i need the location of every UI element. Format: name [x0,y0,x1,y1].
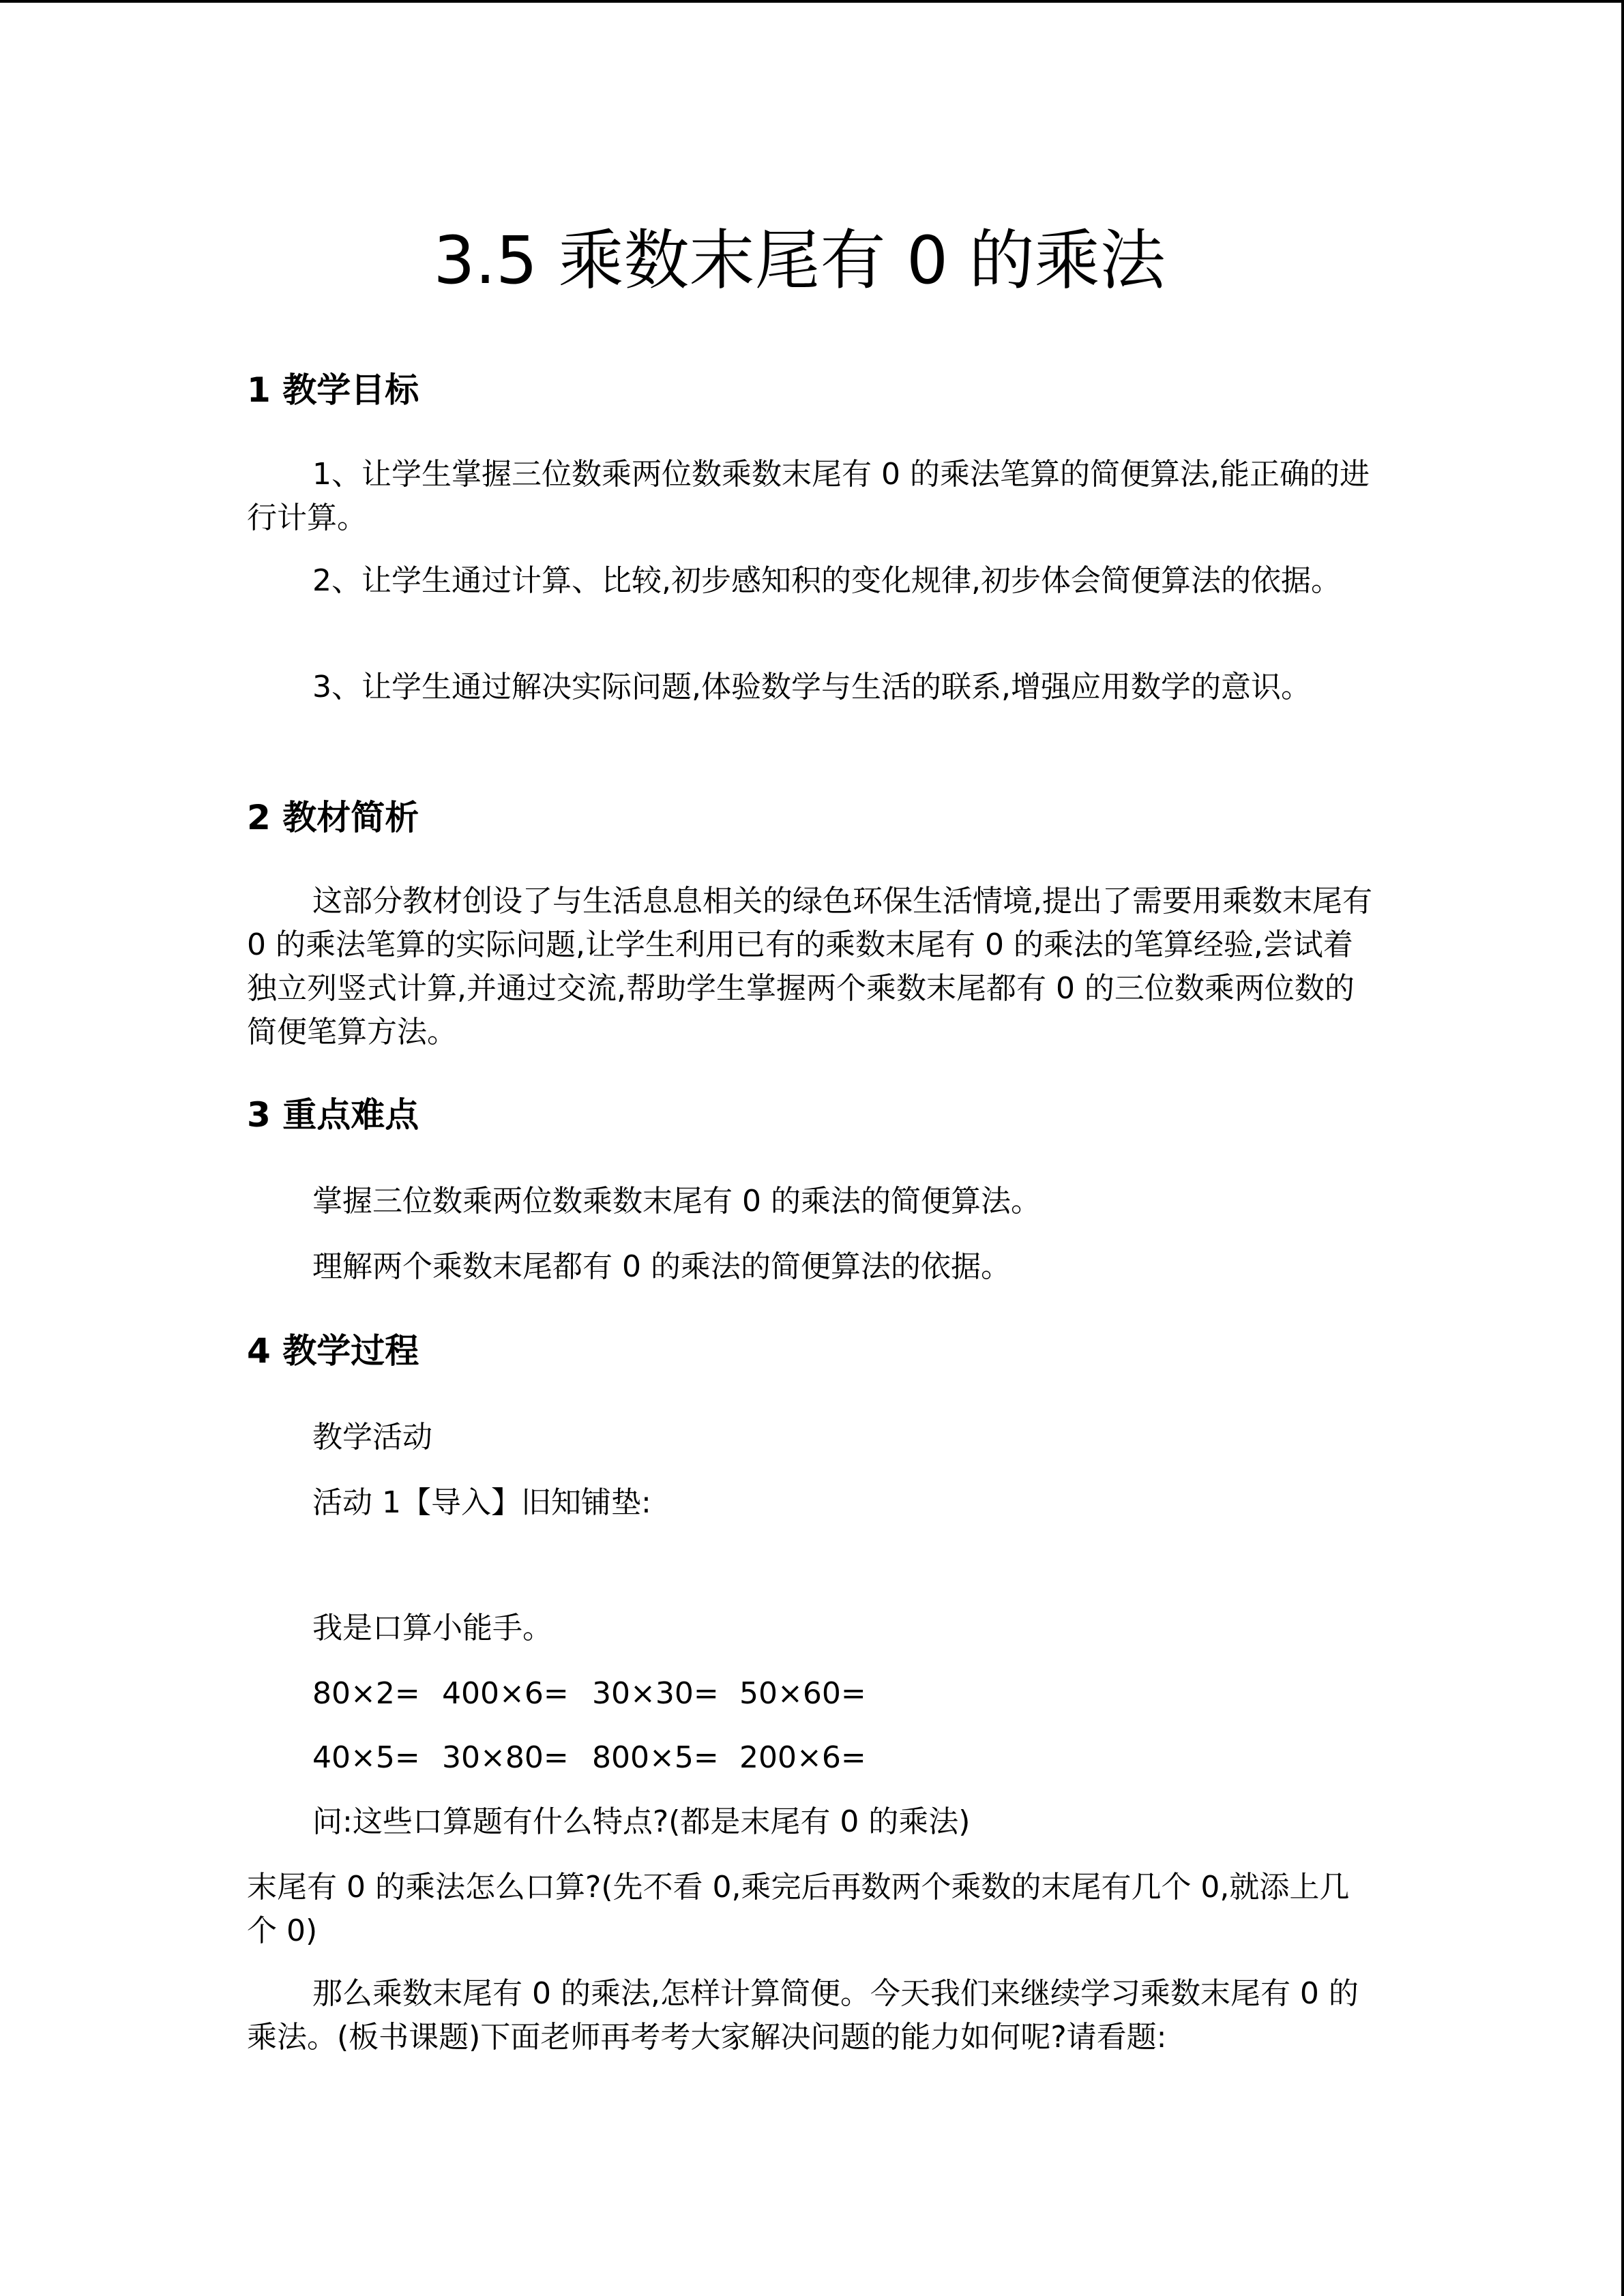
math-item: 800×5= [592,1740,719,1775]
math-row-1 [312,1672,876,1716]
goal-paragraph-2: 2、让学生通过计算、比较,初步感知积的变化规律,初步体会简便算法的依据。 [312,563,1341,598]
math-row-2 [312,1736,876,1780]
key-point-1: 掌握三位数乘两位数乘数末尾有 0 的乘法的简便算法。 [312,1184,1041,1219]
math-item: 30×80= [442,1740,569,1775]
section-heading-teaching-goals: 1 教学目标 [247,370,419,410]
math-item: 80×2= [312,1676,420,1711]
goal-paragraph-3: 3、让学生通过解决实际问题,体验数学与生活的联系,增强应用数学的意识。 [312,670,1311,704]
section-heading-material-analysis: 2 教材简析 [247,798,419,837]
key-point-2: 理解两个乘数末尾都有 0 的乘法的简便算法的依据。 [312,1249,1011,1284]
mental-math-intro: 我是口算小能手。 [312,1611,552,1645]
goal-paragraph-1: 1、让学生掌握三位数乘两位数乘数末尾有 0 的乘法笔算的简便算法,能正确的进行计算。 [247,457,1370,535]
math-item: 400×6= [442,1676,569,1711]
math-item: 40×5= [312,1740,420,1775]
activity-label: 教学活动 [312,1420,432,1455]
process-paragraph-2: 那么乘数末尾有 0 的乘法,怎样计算简便。今天我们来继续学习乘数末尾有 0 的乘法。(板书课题)下面老师再考考大家解决问题的能力如何呢?请看题: [247,1976,1359,2055]
process-paragraph-1: 末尾有 0 的乘法怎么口算?(先不看 0,乘完后再数两个乘数的末尾有几个 0,就添上几个 0) [247,1870,1350,1948]
math-item: 30×30= [592,1676,719,1711]
math-item: 200×6= [739,1740,866,1775]
section-heading-key-points: 3 重点难点 [247,1095,419,1135]
section-heading-teaching-process: 4 教学过程 [247,1331,419,1371]
math-item: 50×60= [739,1676,866,1711]
activity-1-label: 活动 1【导入】旧知铺垫: [312,1485,651,1520]
question-line: 问:这些口算题有什么特点?(都是末尾有 0 的乘法) [312,1804,971,1839]
page-title: 3.5 乘数末尾有 0 的乘法 [433,222,1166,299]
material-paragraph: 这部分教材创设了与生活息息相关的绿色环保生活情境,提出了需要用乘数末尾有 0 的乘法笔算的实际问题,让学生利用已有的乘数末尾有 0 的乘法的笔算经验,尝试着独立列竖式计算,并通过交流,帮助学生掌握两个乘数末尾都有 0 的三位数乘两位数的简便笔算方法。 [247,884,1372,1049]
